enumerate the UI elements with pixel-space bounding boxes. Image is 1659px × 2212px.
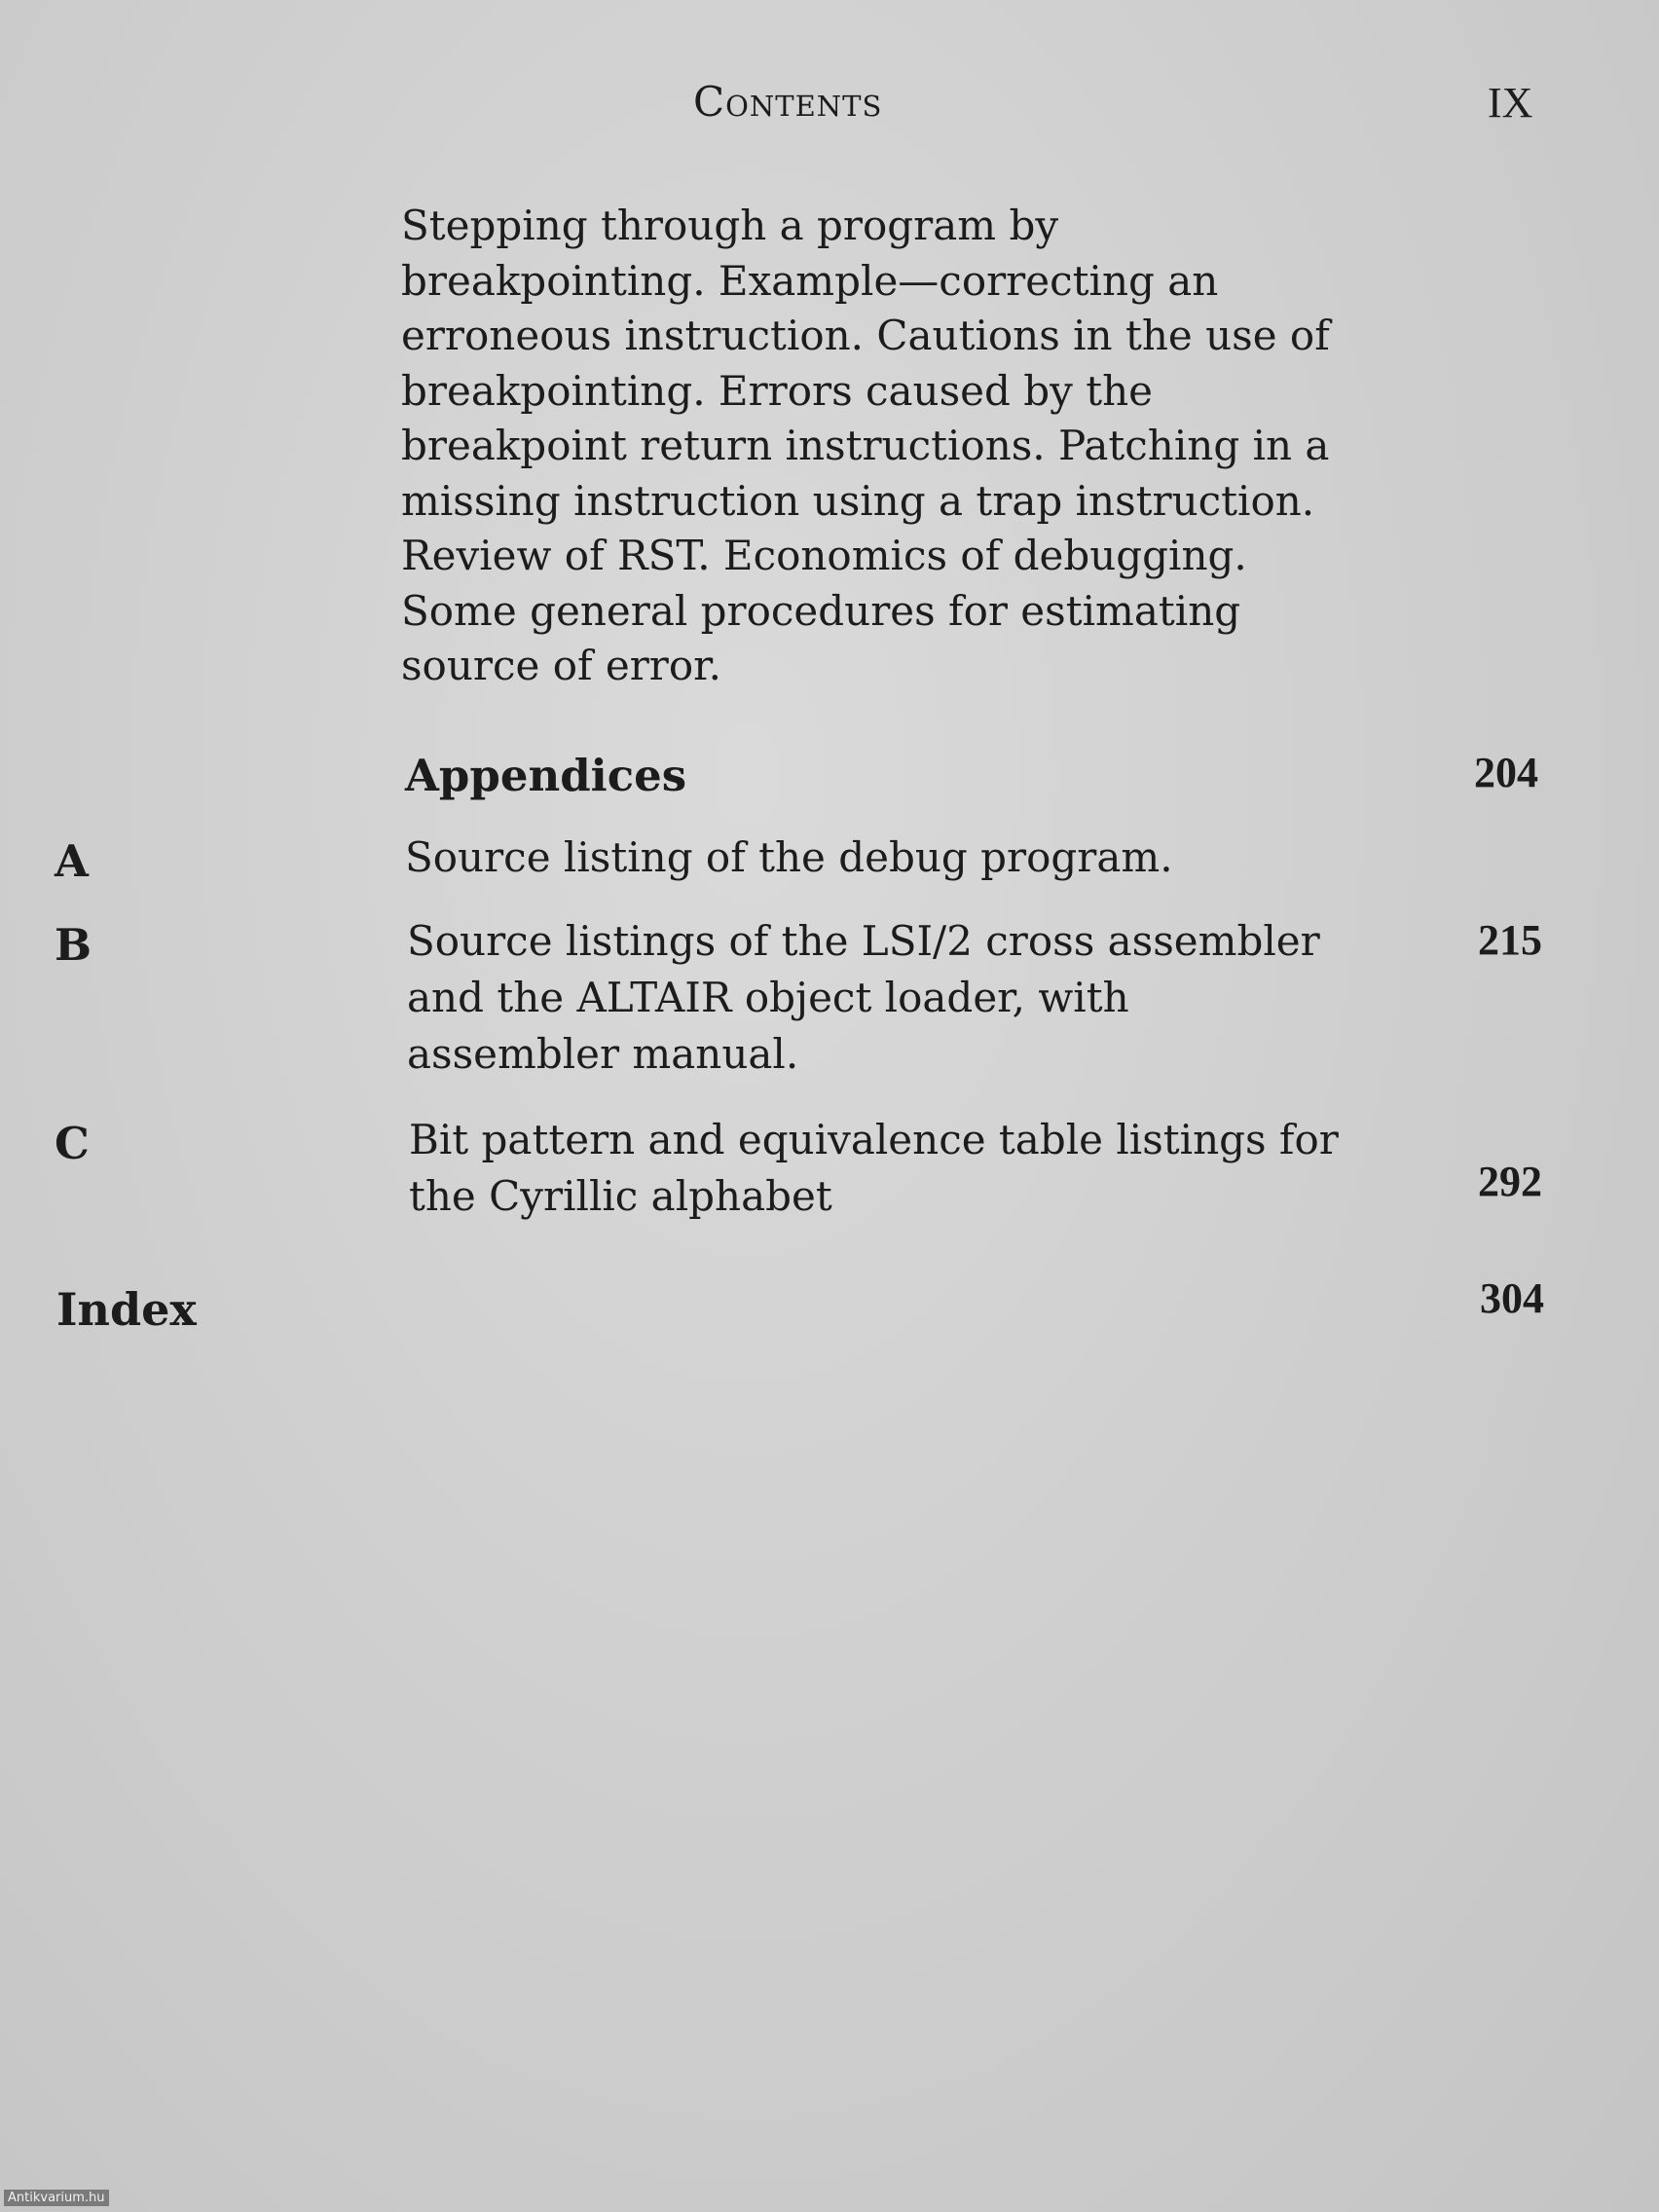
appendix-a-line: Source listing of the debug program. xyxy=(405,833,1173,881)
description-line: source of error. xyxy=(401,642,721,689)
appendices-heading: Appendices xyxy=(405,750,687,801)
description-line: breakpointing. Example—correcting an xyxy=(401,256,1219,305)
description-line: Review of RST. Economics of debugging. xyxy=(401,532,1247,579)
chapter-description xyxy=(401,199,1433,694)
index-label: Index xyxy=(56,1283,197,1336)
description-line: erroneous instruction. Cautions in the use of xyxy=(401,312,1330,359)
description-line: Stepping through a program by xyxy=(401,202,1059,249)
appendix-b-title xyxy=(407,913,1439,1083)
appendix-b-line: and the ALTAIR object loader, with xyxy=(407,974,1129,1021)
appendix-c-letter: C xyxy=(55,1118,90,1169)
appendices-page-number: 204 xyxy=(1474,749,1538,796)
description-line: breakpointing. Errors caused by the xyxy=(401,366,1153,415)
index-page-number: 304 xyxy=(1480,1274,1544,1322)
description-line: missing instruction using a trap instruction. xyxy=(401,476,1315,525)
appendix-c-line: Bit pattern and equivalence table listings for xyxy=(409,1116,1339,1163)
watermark: Antikvarium.hu xyxy=(4,2190,109,2206)
appendix-a-letter: A xyxy=(55,835,89,887)
appendix-b-line: assembler manual. xyxy=(407,1030,799,1078)
running-head: Contents xyxy=(693,78,883,126)
appendix-c-title xyxy=(409,1112,1441,1225)
appendix-c-line: the Cyrillic alphabet xyxy=(409,1172,832,1220)
appendix-c-page-number: 292 xyxy=(1478,1158,1542,1205)
appendix-b-letter: B xyxy=(55,919,92,971)
appendix-a-title xyxy=(405,830,1437,886)
appendix-b-page-number: 215 xyxy=(1478,916,1542,964)
description-line: breakpoint return instructions. Patching in a xyxy=(401,422,1330,469)
description-line: Some general procedures for estimating xyxy=(401,586,1241,635)
page-number: IX xyxy=(1488,79,1533,127)
appendix-b-line: Source listings of the LSI/2 cross assembler xyxy=(407,917,1320,965)
